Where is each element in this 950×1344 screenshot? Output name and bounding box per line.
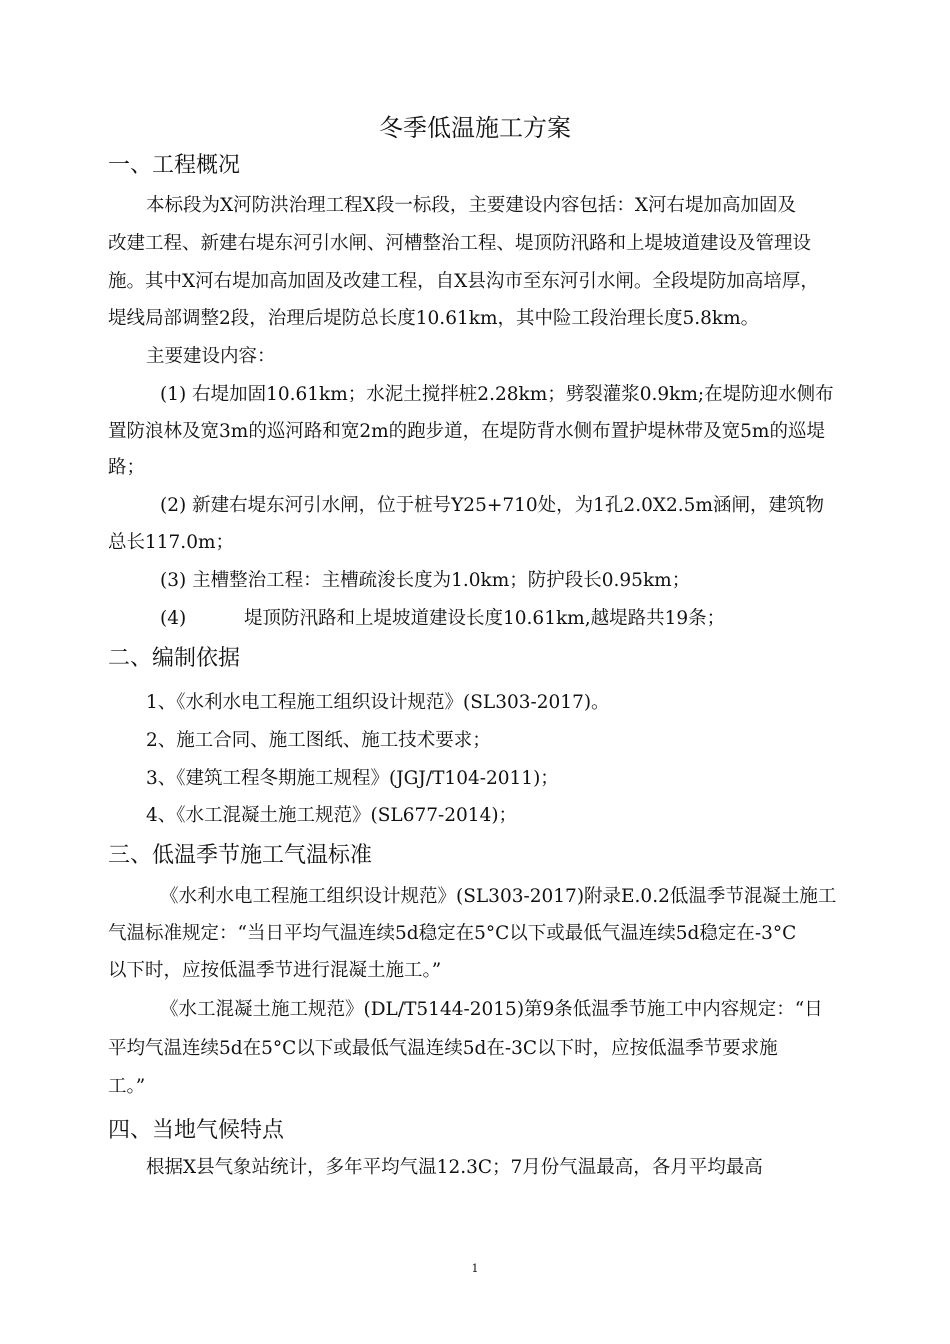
paragraph-line: 《水利水电工程施工组织设计规范》(SL303-2017)附录E.0.2低温季节混凝土施工 [160,886,837,907]
document-title: 冬季低温施工方案 [379,114,571,142]
paragraph-line: 堤线局部调整2段，治理后堤防总长度10.61km，其中险工段治理长度5.8km。 [108,308,760,329]
section-heading-overview: 一、工程概况 [108,153,241,178]
reference-item: 1、《水利水电工程施工组织设计规范》(SL303-2017)。 [146,692,610,713]
list-item-1: (1) 右堤加固10.61km；水泥土搅拌桩2.28km；劈裂灌浆0.9km;在堤防迎水侧布 [160,384,834,405]
reference-item: 3、《建筑工程冬期施工规程》(JGJ/T104-2011)； [146,768,559,789]
paragraph-line: 施。其中X河右堤加高加固及改建工程，自X县沟市至东河引水闸。全段堤防加高培厚， [108,271,819,292]
list-item-4-text: 堤顶防汛路和上堤坡道建设长度10.61km,越堤路共19条； [244,608,726,629]
section-heading-basis: 二、编制依据 [108,646,241,671]
reference-item: 2、施工合同、施工图纸、施工技术要求； [146,730,491,751]
paragraph-line: 主要建设内容： [146,346,276,367]
paragraph-line: 根据X县气象站统计，多年平均气温12.3C；7月份气温最高，各月平均最高 [146,1157,763,1178]
paragraph-line: 《水工混凝土施工规范》(DL/T5144-2015)第9条低温季节施工中内容规定：“日 [160,999,823,1020]
section-heading-temperature-standard: 三、低温季节施工气温标准 [108,843,373,868]
list-item-3: (3) 主槽整治工程：主槽疏浚长度为1.0km；防护段长0.95km； [160,570,691,591]
paragraph-line: 工。” [108,1076,146,1097]
paragraph-line: 平均气温连续5d在5°C以下或最低气温连续5d在-3C以下时，应按低温季节要求施 [108,1038,778,1059]
list-item-4-number: (4) [160,608,187,629]
section-heading-climate: 四、当地气候特点 [108,1118,285,1143]
paragraph-line: 总长117.0m； [108,532,235,553]
page-number: 1 [471,1262,479,1275]
paragraph-line: 以下时，应按低温季节进行混凝土施工。” [108,960,442,981]
paragraph-line: 置防浪林及宽3m的巡河路和宽2m的跑步道，在堤防背水侧布置护堤林带及宽5m的巡堤 [108,421,825,442]
paragraph-line: 路； [108,457,146,478]
paragraph-line: 本标段为X河防洪治理工程X段一标段，主要建设内容包括：X河右堤加高加固及 [146,195,797,216]
paragraph-line: 气温标准规定：“当日平均气温连续5d稳定在5°C以下或最低气温连续5d稳定在-3°C [108,923,797,944]
list-item-2: (2) 新建右堤东河引水闸，位于桩号Y25+710处，为1孔2.0X2.5m涵闸，建筑物 [160,495,824,516]
reference-item: 4、《水工混凝土施工规范》(SL677-2014)； [146,805,518,826]
paragraph-line: 改建工程、新建右堤东河引水闸、河槽整治工程、堤顶防汛路和上堤坡道建设及管理设 [108,233,812,254]
